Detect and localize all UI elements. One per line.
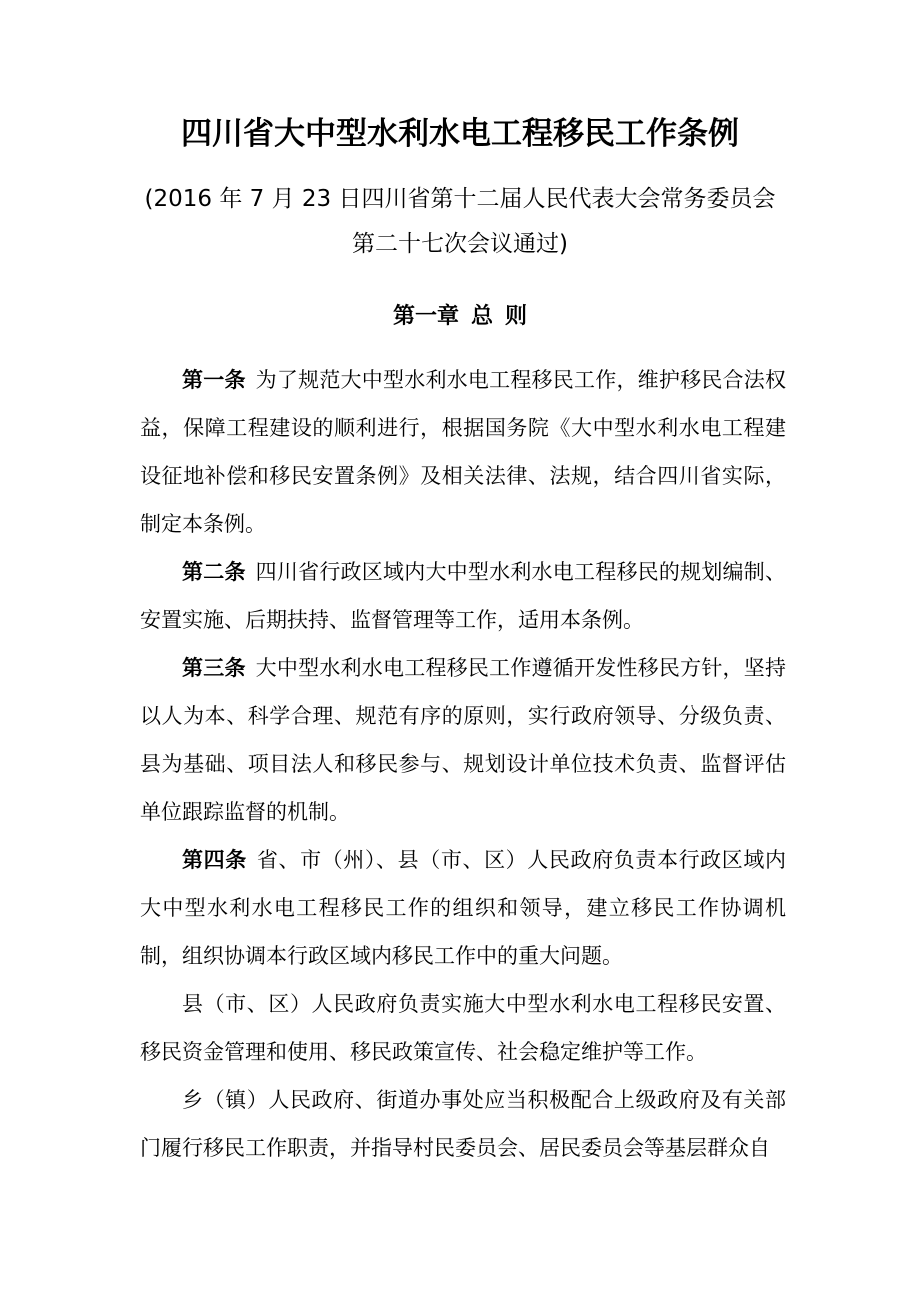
article-text: 为了规范大中型水利水电工程移民工作，维护移民合法权益，保障工程建设的顺利进行，根据国务院《大中型水利水电工程建设征地补偿和移民安置条例》及相关法律、法规，结合四川省实际，制定本条例。 <box>140 368 787 536</box>
document-body <box>140 356 786 1172</box>
article-text: 省、市（州）、县（市、区）人民政府负责本行政区域内大中型水利水电工程移民工作的组织和领导，建立移民工作协调机制，组织协调本行政区域内移民工作中的重大问题。 <box>140 848 787 968</box>
chapter-name-part-1: 总 <box>470 304 493 329</box>
article-text: 四川省行政区域内大中型水利水电工程移民的规划编制、安置实施、后期扶持、监督管理等工作，适用本条例。 <box>140 560 787 632</box>
article-paragraph <box>140 644 786 836</box>
chapter-number: 第一章 <box>392 304 459 329</box>
article-number: 第一条 <box>182 368 246 392</box>
article-number: 第四条 <box>182 848 247 872</box>
paragraph-text: 县（市、区）人民政府负责实施大中型水利水电工程移民安置、移民资金管理和使用、移民政策宣传、社会稳定维护等工作。 <box>140 992 786 1064</box>
adoption-note-line-1: (2016 年 7 月 23 日四川省第十二届人民代表大会常务委员会 <box>144 186 776 212</box>
adoption-note-line-2: 第二十七次会议通过) <box>352 231 568 257</box>
article-paragraph <box>140 836 786 980</box>
article-text: 大中型水利水电工程移民工作遵循开发性移民方针，坚持以人为本、科学合理、规范有序的原则，实行政府领导、分级负责、县为基础、项目法人和移民参与、规划设计单位技术负责、监督评估单位跟踪监督的机制。 <box>140 656 787 824</box>
chapter-name-part-2: 则 <box>505 304 528 329</box>
chapter-heading <box>0 301 920 333</box>
article-paragraph <box>140 356 786 548</box>
body-paragraph <box>140 980 786 1076</box>
document-title: 四川省大中型水利水电工程移民工作条例 <box>181 116 739 152</box>
article-number: 第三条 <box>182 656 246 680</box>
body-paragraph <box>140 1076 786 1172</box>
paragraph-text: 乡（镇）人民政府、街道办事处应当积极配合上级政府及有关部门履行移民工作职责，并指导村民委员会、居民委员会等基层群众自 <box>140 1088 786 1160</box>
article-number: 第二条 <box>182 560 246 584</box>
article-paragraph <box>140 548 786 644</box>
